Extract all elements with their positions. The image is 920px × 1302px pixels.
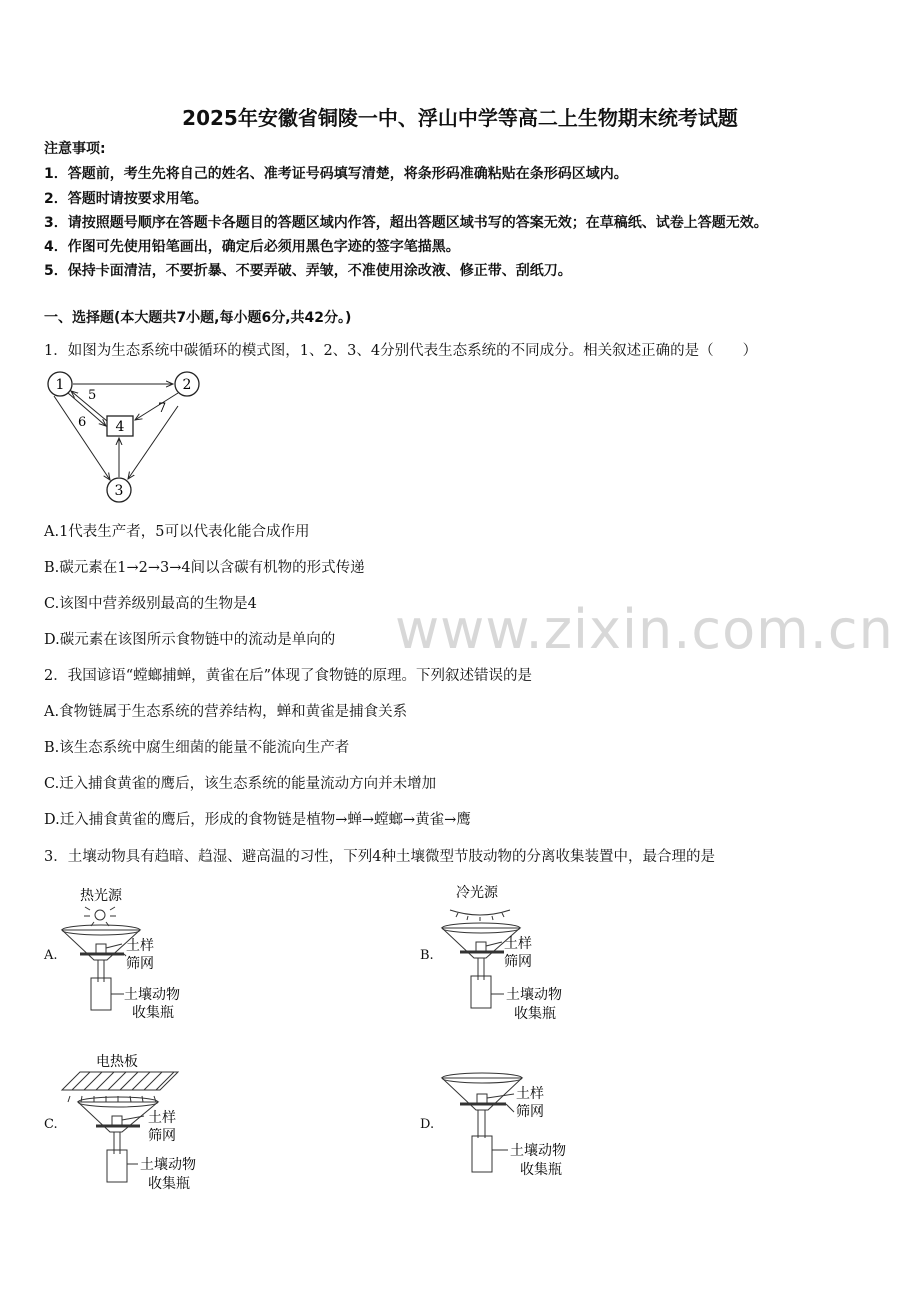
node-1-label: 1 bbox=[55, 377, 65, 393]
q3-figure-d-letter: D. bbox=[420, 1117, 435, 1132]
edge-label-5: 5 bbox=[88, 388, 97, 403]
notes-heading: 注意事项: bbox=[44, 141, 106, 157]
collect-label-1: 土壤动物 bbox=[124, 987, 180, 1003]
note-item: 5．保持卡面清洁，不要折暴、不要弄破、弄皱，不准使用涂改液、修正带、刮纸刀。 bbox=[44, 263, 572, 279]
edge-label-7: 7 bbox=[158, 401, 167, 416]
heat-light-source-label: 热光源 bbox=[80, 888, 122, 904]
watermark: www.zixin.com.cn bbox=[395, 598, 894, 661]
q2-option-c: C.迁入捕食黄雀的鹰后，该生态系统的能量流动方向并未增加 bbox=[44, 776, 437, 792]
edge-1-4 bbox=[68, 393, 106, 426]
sieve-label: 筛网 bbox=[126, 956, 154, 972]
electric-heating-plate-label: 电热板 bbox=[96, 1054, 138, 1070]
soil-sample bbox=[476, 942, 486, 951]
q1-option-a: A.1代表生产者，5可以代表化能合成作用 bbox=[44, 524, 310, 540]
cold-light-source-label: 冷光源 bbox=[456, 885, 498, 901]
collection-bottle bbox=[91, 978, 111, 1010]
collect-label-1: 土壤动物 bbox=[140, 1157, 196, 1173]
soil-label: 土样 bbox=[148, 1110, 176, 1126]
page-title: 2025年安徽省铜陵一中、浮山中学等高二上生物期末统考试题 bbox=[182, 106, 738, 130]
collect-label-1: 土壤动物 bbox=[510, 1143, 566, 1159]
edge-1-3 bbox=[54, 396, 110, 480]
carbon-cycle-diagram bbox=[40, 366, 210, 506]
q3-figure-a bbox=[60, 882, 200, 1022]
heating-plate bbox=[62, 1072, 178, 1090]
collection-bottle bbox=[472, 1136, 492, 1172]
note-item: 2．答题时请按要求用笔。 bbox=[44, 191, 208, 207]
soil-label: 土样 bbox=[504, 936, 532, 952]
q3-figure-a-letter: A. bbox=[44, 948, 58, 963]
node-2-label: 2 bbox=[182, 377, 192, 393]
soil-sample bbox=[112, 1116, 122, 1125]
collection-bottle bbox=[107, 1150, 127, 1182]
note-item: 1．答题前，考生先将自己的姓名、准考证号码填写清楚，将条形码准确粘贴在条形码区域内。 bbox=[44, 166, 628, 182]
q2-option-b: B.该生态系统中腐生细菌的能量不能流向生产者 bbox=[44, 740, 350, 756]
collect-label-2: 收集瓶 bbox=[514, 1006, 556, 1022]
collect-label-2: 收集瓶 bbox=[132, 1005, 174, 1021]
soil-label: 土样 bbox=[516, 1086, 544, 1102]
question-2-stem: 2．我国谚语“螳螂捕蝉，黄雀在后”体现了食物链的原理。下列叙述错误的是 bbox=[44, 668, 533, 684]
q3-figure-b bbox=[436, 880, 586, 1025]
q1-option-d: D.碳元素在该图所示食物链中的流动是单向的 bbox=[44, 632, 336, 648]
collect-label-1: 土壤动物 bbox=[506, 987, 562, 1003]
sieve-label: 筛网 bbox=[504, 954, 532, 970]
q3-figure-c-letter: C. bbox=[44, 1117, 58, 1132]
edge-label-6: 6 bbox=[78, 415, 87, 430]
question-3-stem: 3．土壤动物具有趋暗、趋湿、避高温的习性，下列4种土壤微型节肢动物的分离收集装置中，最合理的是 bbox=[44, 849, 715, 865]
collect-label-2: 收集瓶 bbox=[148, 1176, 190, 1192]
node-4-label: 4 bbox=[115, 419, 125, 435]
q2-option-d: D.迁入捕食黄雀的鹰后，形成的食物链是植物→蝉→螳螂→黄雀→鹰 bbox=[44, 812, 471, 828]
note-item: 4．作图可先使用铅笔画出，确定后必须用黑色字迹的签字笔描黑。 bbox=[44, 239, 460, 255]
soil-sample bbox=[477, 1094, 487, 1103]
collection-bottle bbox=[471, 976, 491, 1008]
q3-figure-c bbox=[58, 1050, 218, 1195]
soil-sample bbox=[96, 944, 106, 953]
note-item: 3．请按照题号顺序在答题卡各题目的答题区域内作答，超出答题区域书写的答案无效；在草稿纸、试卷上答题无效。 bbox=[44, 215, 768, 231]
cold-light-icon bbox=[450, 910, 510, 915]
bulb-icon bbox=[95, 910, 105, 920]
sieve-label: 筛网 bbox=[148, 1128, 176, 1144]
q3-figure-d bbox=[438, 1066, 598, 1181]
node-3-label: 3 bbox=[114, 483, 124, 499]
q2-option-a: A.食物链属于生态系统的营养结构，蝉和黄雀是捕食关系 bbox=[44, 704, 408, 720]
q1-option-b: B.碳元素在1→2→3→4间以含碳有机物的形式传递 bbox=[44, 560, 365, 576]
sieve-label: 筛网 bbox=[516, 1104, 544, 1120]
q3-figure-b-letter: B. bbox=[420, 948, 434, 963]
section-heading: 一、选择题(本大题共7小题,每小题6分,共42分。) bbox=[44, 310, 352, 326]
edge-2-3 bbox=[128, 406, 178, 479]
soil-label: 土样 bbox=[126, 938, 154, 954]
collect-label-2: 收集瓶 bbox=[520, 1162, 562, 1178]
question-1-stem: 1．如图为生态系统中碳循环的模式图，1、2、3、4分别代表生态系统的不同成分。相关叙述正确的是（ ） bbox=[44, 343, 758, 359]
q1-option-c: C.该图中营养级别最高的生物是4 bbox=[44, 596, 257, 612]
